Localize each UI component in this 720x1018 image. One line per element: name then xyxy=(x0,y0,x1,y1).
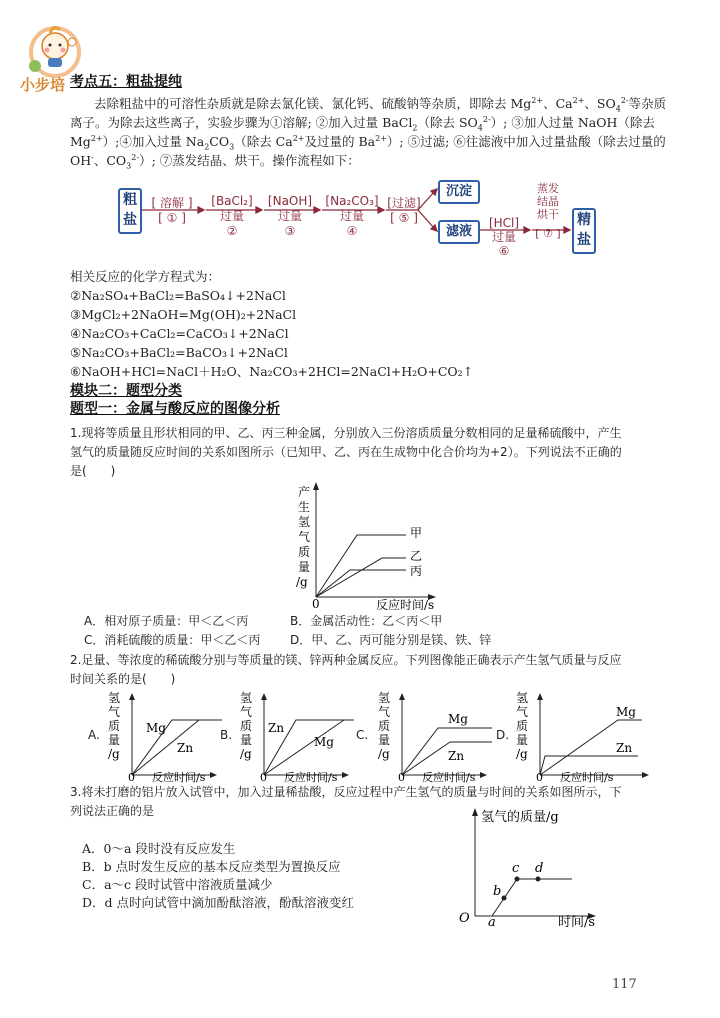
flow-diagram xyxy=(118,180,598,270)
svg-text:气: 气 xyxy=(298,530,311,544)
module-title: 模块二：题型分类 xyxy=(70,383,182,399)
y-label-char: 质 xyxy=(378,719,391,733)
x-label: 反应时间/s xyxy=(152,771,206,784)
y-label: 产 xyxy=(298,485,311,499)
option-b[interactable]: B．b 点时发生反应的基本反应类型为置换反应 xyxy=(82,859,341,874)
q3-options xyxy=(82,840,354,912)
equation: ③MgCl₂+2NaOH=Mg(OH)₂+2NaCl xyxy=(70,307,297,322)
step-6-label: [HCl] 过量 ⑥ xyxy=(488,216,520,258)
step-2-label: [BaCl₂] 过量 ② xyxy=(211,194,253,238)
q2-graph-svg xyxy=(514,690,650,782)
option-a[interactable]: A．0～a 段时没有反应发生 xyxy=(82,841,236,856)
line-jia xyxy=(316,535,406,597)
option-label[interactable]: A. xyxy=(88,728,100,742)
y-label-char: /g xyxy=(108,747,120,761)
x-label: 反应时间/s xyxy=(422,771,476,784)
series-label: 甲 xyxy=(410,526,423,540)
step-1-label: [ 溶解 ] [ ① ] xyxy=(151,196,193,225)
mascot-icon xyxy=(20,22,90,78)
y-label-char: /g xyxy=(378,747,390,761)
y-label-char: 量 xyxy=(240,733,253,747)
equation: ⑤Na₂CO₃+BaCl₂=BaCO₃↓+2NaCl xyxy=(70,345,288,360)
y-label-char: 氢 xyxy=(240,691,253,705)
svg-text:氢: 氢 xyxy=(298,515,311,529)
y-label-char: 气 xyxy=(108,705,121,719)
q2-graph-d xyxy=(496,690,646,782)
logo-text: 小步培 xyxy=(20,76,66,94)
svg-text:/g: /g xyxy=(296,575,308,589)
origin: 0 xyxy=(128,771,135,784)
intro-paragraph: 去除粗盐中的可溶性杂质就是除去氯化镁、氯化钙、硫酸钠等杂质，即除去 $Mg^{2+}$、$Ca^{2+}$、$SO_4^{2-}$等杂质 离子。为除去这些离子，实验步骤为①溶解; ②加入过量 BaCl$_2$（除去 $SO_4^{2-}$）; ③加人过量 NaOH（除去 $Mg^{2+});④$加入过量 $Na_2CO_3$（除去 $Ca^{2+}$及过量的 $Ba^{2+}$）; ⑤过滤; ⑥往滤液中加入过量盐酸（除去过量的 OH-、$CO_3^{2-}$）; ⑦蒸发结晶、烘干。操作流程如下： xyxy=(70,95,667,171)
equation: ④Na₂CO₃+CaCl₂=CaCO₃↓+2NaCl xyxy=(70,326,289,341)
step-7-label: 蒸发 结晶 烘干 [ ⑦ ] xyxy=(535,182,561,240)
q1-graph xyxy=(290,480,460,610)
equation: ⑥NaOH+HCl=NaCl＋H₂O、Na₂CO₃+2HCl=2NaCl+H₂O+CO₂↑ xyxy=(70,364,474,379)
x-label: 反应时间/s xyxy=(376,598,435,610)
svg-text:量: 量 xyxy=(298,560,311,574)
question-3: 3.将未打磨的铝片放入试管中，加入过量稀盐酸，反应过程中产生氢气的质量与时间的关系如图所示，下 列说法正确的是 xyxy=(70,785,622,818)
series-label: Zn xyxy=(268,721,285,735)
section-title: 考点五：粗盐提纯 xyxy=(70,74,182,90)
q1-options xyxy=(84,612,491,650)
page-number: 117 xyxy=(612,977,637,992)
series-label: Mg xyxy=(314,735,334,749)
equation: ②Na₂SO₄+BaCl₂=BaSO₄↓+2NaCl xyxy=(70,288,286,303)
series-label: Zn xyxy=(616,741,633,755)
y-label-char: 质 xyxy=(240,719,253,733)
origin: 0 xyxy=(312,597,320,610)
series-label: 丙 xyxy=(410,564,423,578)
q2-graph-svg xyxy=(238,690,350,782)
origin: 0 xyxy=(260,771,267,784)
series-label: Zn xyxy=(177,741,194,755)
question-1: 1.现将等质量且形状相同的甲、乙、丙三种金属，分别放入三份溶质质量分数相同的足量稀硫酸中，产生 氢气的质量随反应时间的关系如图所示（已知甲、乙、丙在生成物中化合价均为+2）。下列说法不正确的 是( ) xyxy=(70,426,622,478)
q3-graph xyxy=(455,808,615,928)
step-5-label: [过滤] [ ⑤ ] xyxy=(387,196,421,225)
option-a[interactable]: A．相对原子质量：甲＜乙＜丙 xyxy=(84,614,249,628)
series-label: Mg xyxy=(448,712,468,726)
series-label: Zn xyxy=(448,749,465,763)
refined-salt-box: 精 盐 xyxy=(572,208,596,254)
y-label-char: /g xyxy=(516,747,528,761)
y-label-char: 氢 xyxy=(378,691,391,705)
origin: 0 xyxy=(536,771,543,784)
q2-graph-svg xyxy=(106,690,218,782)
y-label-char: 气 xyxy=(378,705,391,719)
point-b xyxy=(502,896,507,901)
y-label-char: 氢 xyxy=(516,691,529,705)
svg-text:质: 质 xyxy=(298,545,311,559)
question-2: 2.足量、等浓度的稀硫酸分别与等质量的镁、锌两种金属反应。下列图像能正确表示产生氢气质量与反应 时间关系的是( ) xyxy=(70,653,622,686)
q2-graph-b xyxy=(220,690,350,782)
crude-salt-box: 粗 盐 xyxy=(118,188,142,234)
origin: 0 xyxy=(398,771,405,784)
eq-intro: 相关反应的化学方程式为： xyxy=(70,269,221,284)
origin: O xyxy=(459,911,470,926)
series-label: 乙 xyxy=(410,549,423,563)
option-c[interactable]: C．a～c 段时试管中溶液质量减少 xyxy=(82,877,273,892)
y-label-char: 量 xyxy=(378,733,391,747)
line-bing xyxy=(316,570,406,597)
y-label-char: 质 xyxy=(516,719,529,733)
step-4-label: [Na₂CO₃] 过量 ④ xyxy=(325,194,379,238)
series-line-1 xyxy=(402,728,492,775)
filtrate-box: 滤液 xyxy=(438,220,480,244)
series-label: Mg xyxy=(146,721,166,735)
y-label-char: 氢 xyxy=(108,691,121,705)
option-label[interactable]: C. xyxy=(356,728,369,742)
point-label: a xyxy=(488,915,496,928)
y-label-char: 气 xyxy=(516,705,529,719)
point-label: b xyxy=(493,884,502,899)
x-label: 反应时间/s xyxy=(560,771,614,784)
option-c[interactable]: C．消耗硫酸的质量：甲＜乙＜丙 xyxy=(84,633,261,647)
x-label: 反应时间/s xyxy=(284,771,338,784)
point-d xyxy=(536,877,541,882)
series-label: Mg xyxy=(616,705,636,719)
x-label: 时间/s xyxy=(558,915,596,928)
equations xyxy=(70,267,473,381)
y-label: 氢气的质量/g xyxy=(481,810,559,825)
q2-graph-c xyxy=(356,690,490,782)
option-d[interactable]: D．d 点时向试管中滴加酚酞溶液，酚酞溶液变红 xyxy=(82,895,354,910)
precipitate-box: 沉淀 xyxy=(438,180,480,204)
step-3-label: [NaOH] 过量 ③ xyxy=(267,194,313,238)
option-label[interactable]: D. xyxy=(496,728,510,742)
type-title: 题型一：金属与酸反应的图像分析 xyxy=(70,401,280,417)
q2-graph-a xyxy=(88,690,218,782)
q2-graphs xyxy=(88,690,658,782)
svg-text:生: 生 xyxy=(298,500,311,514)
option-b[interactable]: B．金属活动性：乙＜丙＜甲 xyxy=(290,614,443,628)
point-label: d xyxy=(535,861,544,876)
line-yi xyxy=(316,558,406,597)
point-label: c xyxy=(512,861,520,876)
point-c xyxy=(515,877,520,882)
y-label-char: 量 xyxy=(516,733,529,747)
q2-graph-svg xyxy=(376,690,488,782)
option-d[interactable]: D．甲、乙、丙可能分别是镁、铁、锌 xyxy=(290,633,492,647)
y-label-char: 质 xyxy=(108,719,121,733)
option-label[interactable]: B. xyxy=(220,728,233,742)
y-label-char: 量 xyxy=(108,733,121,747)
y-label-char: /g xyxy=(240,747,252,761)
y-label-char: 气 xyxy=(240,705,253,719)
